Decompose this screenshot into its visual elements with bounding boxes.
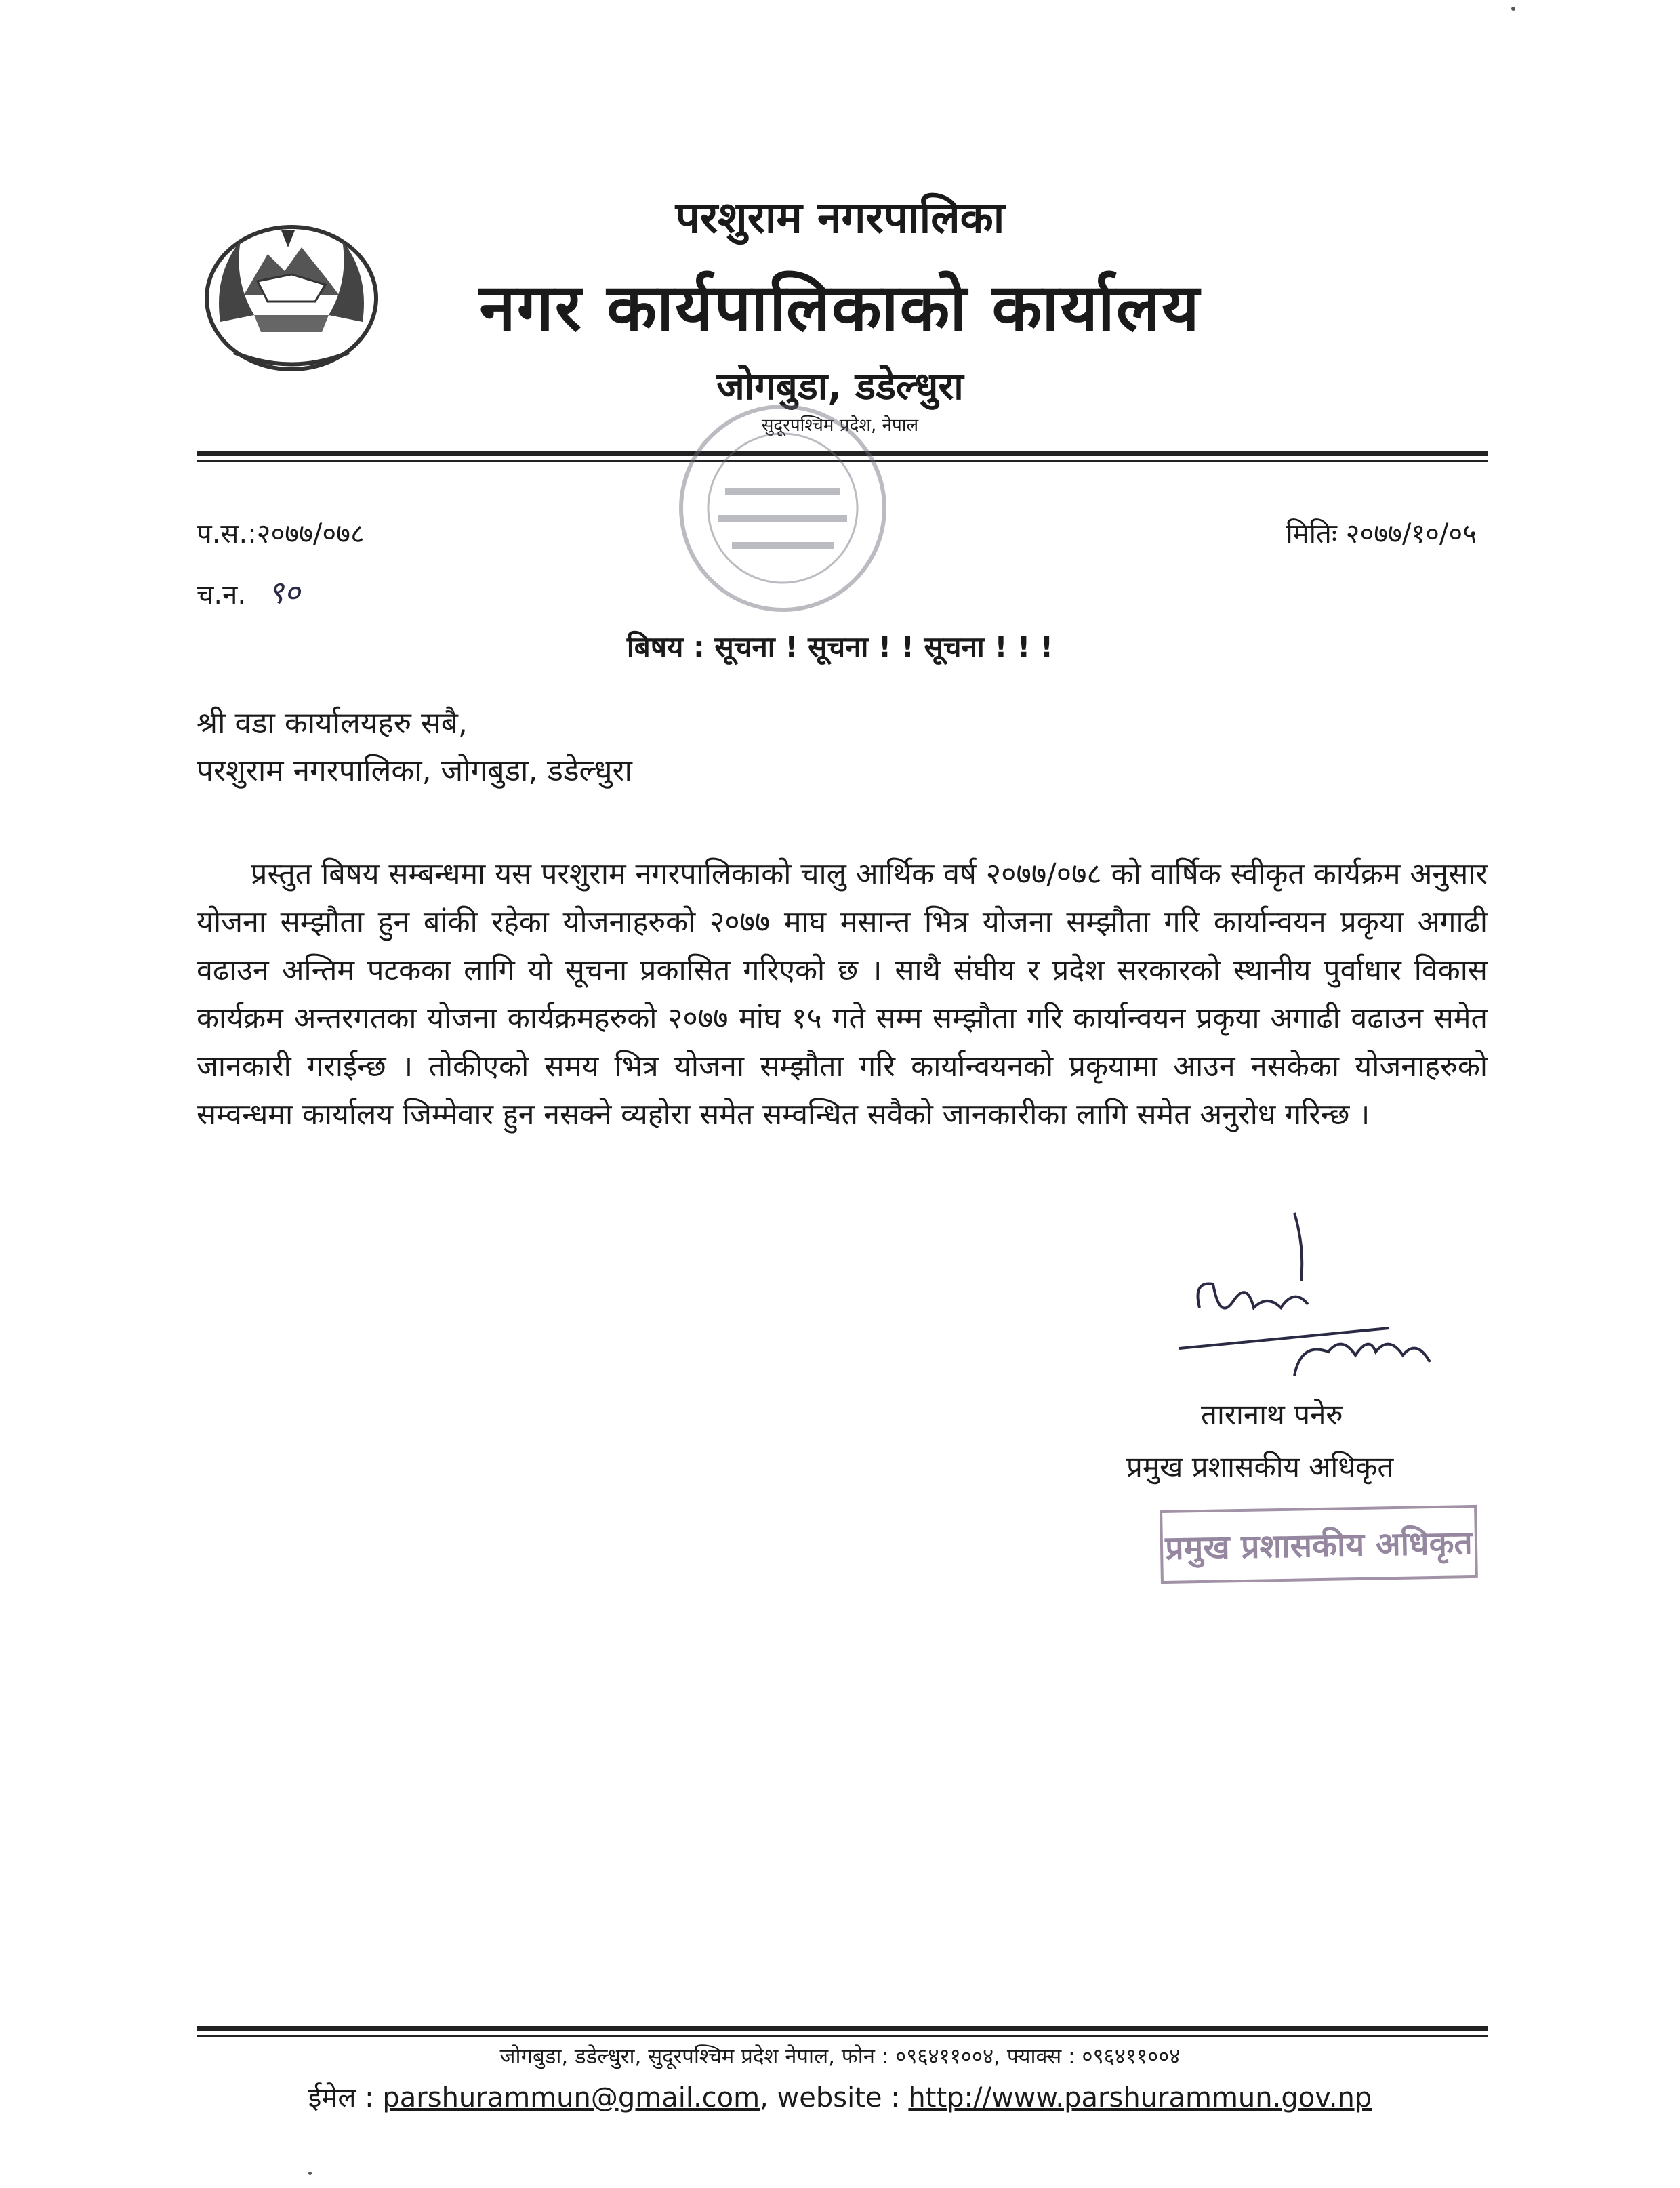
- footer-contact: ईमेल : parshurammun@gmail.com, website : http://www.parshurammun.gov.np: [308, 2082, 1372, 2113]
- website-label: website :: [777, 2082, 900, 2113]
- office-round-stamp: [671, 396, 895, 620]
- municipality-name: परशुराम नगरपालिका: [675, 193, 1005, 243]
- letter-body: प्रस्तुत बिषय सम्बन्धमा यस परशुराम नगरपालिकाको चालु आर्थिक वर्ष २०७७/०७८ को वार्षिक स्वीकृत कार्यक्रम अनुसार योजना सम्झौता हुन बांकी रहेका योजनाहरुको २०७७ माघ मसान्त भित्र योजना सम्झौता गरि कार्यान्वयन प्रकृया अगाढी वढाउन अन्तिम पटकका लागि यो सूचना प्रकासित गरिएको छ । साथै संघीय र प्रदेश सरकारको स्थानीय पुर्वाधार विकास कार्यक्रम अन्तरगतका योजना कार्यक्रमहरुको २०७७ मांघ १५ गते सम्म सम्झौता गरि कार्यान्वयन प्रकृया अगाढी वढाउन समेत जानकारी गराईन्छ । तोकीएको समय भित्र योजना सम्झौता गरि कार्यान्वयनको प्रकृयामा आउन नसकेका योजनाहरुको सम्वन्धमा कार्यालय जिम्मेवार हुन नसक्ने व्यहोरा समेत सम्वन्धित सवैको जानकारीका लागि समेत अनुरोध गरिन्छ ।: [197, 857, 1488, 1132]
- letter-date: मितिः २०७७/१०/०५: [1286, 518, 1477, 550]
- signatory-name: तारानाथ पनेरु: [1201, 1398, 1343, 1431]
- email-label: ईमेल: [308, 2082, 356, 2113]
- scan-speck: [1511, 7, 1515, 11]
- addressee-line-1: श्री वडा कार्यालयहरु सबै,: [197, 706, 468, 741]
- signatory-title: प्रमुख प्रशासकीय अधिकृत: [1126, 1450, 1394, 1483]
- website-link[interactable]: http://www.parshurammun.gov.np: [908, 2082, 1372, 2113]
- scan-speck: [308, 2172, 312, 2175]
- footer-rule-thick: [197, 2026, 1488, 2031]
- dispatch-label: च.न.: [197, 579, 247, 611]
- footer-rule-thin: [197, 2035, 1488, 2037]
- office-location: जोगबुडा, डडेल्धुरा: [716, 365, 964, 409]
- email-link[interactable]: parshurammun@gmail.com: [382, 2082, 760, 2113]
- official-title-stamp: प्रमुख प्रशासकीय अधिकृत: [1160, 1505, 1478, 1584]
- addressee-line-2: परशुराम नगरपालिका, जोगबुडा, डडेल्धुरा: [197, 754, 632, 788]
- dispatch-number-handwritten: ९०: [268, 574, 300, 611]
- handwritten-signature: [1172, 1206, 1457, 1409]
- footer-address: जोगबुडा, डडेल्धुरा, सुदूरपश्चिम प्रदेश नेपाल, फोन : ०९६४११००४, फ्याक्स : ०९६४११००४: [499, 2044, 1181, 2069]
- subject-line: बिषय : सूचना ! सूचना ! ! सूचना ! ! !: [626, 630, 1054, 663]
- office-title: नगर कार्यपालिकाको कार्यालय: [479, 270, 1201, 346]
- reference-number: प.स.:२०७७/०७८: [197, 518, 365, 550]
- office-region: सुदूरपश्चिम प्रदेश, नेपाल: [761, 415, 919, 436]
